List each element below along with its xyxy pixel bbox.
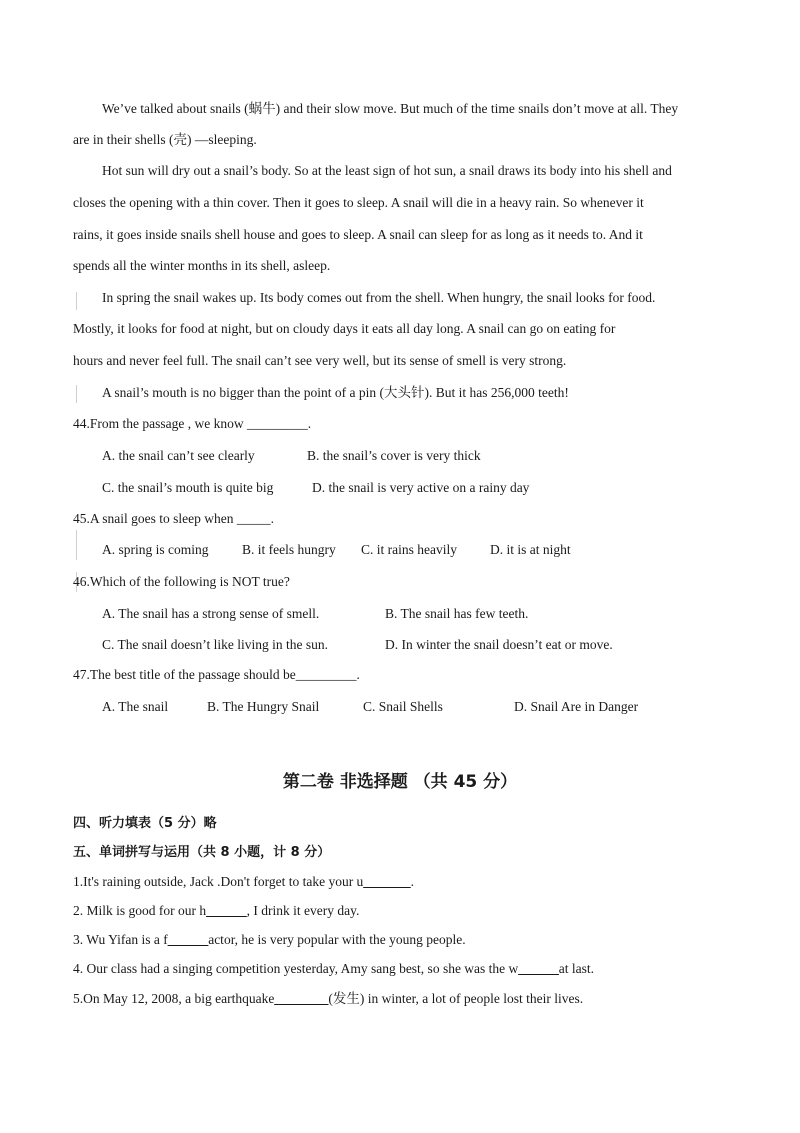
question-option: A. spring is coming bbox=[102, 542, 209, 557]
fill-item-text: . bbox=[410, 874, 414, 889]
fill-item-text: at last. bbox=[558, 961, 595, 976]
passage-line: hours and never feel full. The snail can’t see very well, but its sense of smell is very strong. bbox=[73, 353, 567, 368]
fill-item-text: actor, he is very popular with the young people. bbox=[208, 932, 466, 947]
fill-item-text: 4. Our class had a singing competition yesterday, Amy sang best, so she was the w bbox=[73, 961, 519, 976]
question-option: A. The snail bbox=[102, 699, 169, 714]
question-stem: 47.The best title of the passage should be_________. bbox=[73, 667, 360, 682]
fill-item-text: (发生) in winter, a lot of people lost their lives. bbox=[328, 991, 584, 1006]
question-option: C. it rains heavily bbox=[361, 542, 457, 557]
passage-line: In spring the snail wakes up. Its body comes out from the shell. When hungry, the snail looks for food. bbox=[102, 290, 656, 305]
fill-blank[interactable]: _______ bbox=[363, 874, 411, 889]
fill-item bbox=[73, 873, 723, 891]
question-stem: 46.Which of the following is NOT true? bbox=[73, 574, 290, 589]
question-stem: 44.From the passage , we know _________. bbox=[73, 416, 312, 431]
question-option: C. The snail doesn’t like living in the sun. bbox=[102, 637, 328, 652]
fill-item-text: 1.It's raining outside, Jack .Don't forget to take your u bbox=[73, 874, 364, 889]
fill-item bbox=[73, 931, 723, 949]
question-option: C. the snail’s mouth is quite big bbox=[102, 480, 274, 495]
fill-blank[interactable]: ________ bbox=[274, 991, 329, 1006]
fill-item-text: 2. Milk is good for our h bbox=[73, 903, 207, 918]
passage-line: rains, it goes inside snails shell house and goes to sleep. A snail can sleep for as long as it needs to. And it bbox=[73, 227, 643, 242]
section-four-heading: 四、听力填表（5 分）略 bbox=[73, 816, 217, 831]
margin-marker bbox=[76, 385, 77, 403]
question-option: B. the snail’s cover is very thick bbox=[307, 448, 481, 463]
fill-item bbox=[73, 902, 723, 920]
fill-item bbox=[73, 960, 723, 978]
margin-marker bbox=[76, 530, 77, 560]
section-five-heading: 五、单词拼写与运用（共 8 小题，计 8 分） bbox=[73, 845, 331, 860]
passage-line: are in their shells (壳) —sleeping. bbox=[73, 132, 257, 147]
fill-blank[interactable]: ______ bbox=[167, 932, 209, 947]
question-option: A. the snail can’t see clearly bbox=[102, 448, 255, 463]
passage-line: spends all the winter months in its shell, asleep. bbox=[73, 258, 331, 273]
fill-item-text: , I drink it every day. bbox=[246, 903, 360, 918]
question-option: B. The Hungry Snail bbox=[207, 699, 320, 714]
question-option: C. Snail Shells bbox=[363, 699, 443, 714]
question-option: D. In winter the snail doesn’t eat or move. bbox=[385, 637, 613, 652]
question-option: B. The snail has few teeth. bbox=[385, 606, 529, 621]
fill-item bbox=[73, 990, 723, 1008]
part-two-title: 第二卷 非选择题 （共 45 分） bbox=[282, 772, 518, 792]
fill-blank[interactable]: ______ bbox=[518, 961, 559, 976]
passage-line: We’ve talked about snails (蜗牛) and their slow move. But much of the time snails don’t move at all. They bbox=[102, 101, 679, 116]
question-stem: 45.A snail goes to sleep when _____. bbox=[73, 511, 274, 526]
question-option: D. it is at night bbox=[490, 542, 571, 557]
passage-line: closes the opening with a thin cover. Then it goes to sleep. A snail will die in a heavy rain. So whenever it bbox=[73, 195, 644, 210]
margin-marker bbox=[76, 292, 77, 310]
question-option: B. it feels hungry bbox=[242, 542, 336, 557]
question-option: D. Snail Are in Danger bbox=[514, 699, 639, 714]
fill-blank[interactable]: ______ bbox=[206, 903, 247, 918]
question-option: D. the snail is very active on a rainy day bbox=[312, 480, 530, 495]
fill-item-text: 3. Wu Yifan is a f bbox=[73, 932, 168, 947]
passage-line: A snail’s mouth is no bigger than the point of a pin (大头针). But it has 256,000 teeth! bbox=[102, 385, 569, 400]
passage-line: Hot sun will dry out a snail’s body. So at the least sign of hot sun, a snail draws its body into his shell and bbox=[102, 163, 672, 178]
fill-item-text: 5.On May 12, 2008, a big earthquake bbox=[73, 991, 275, 1006]
question-option: A. The snail has a strong sense of smell. bbox=[102, 606, 320, 621]
passage-line: Mostly, it looks for food at night, but on cloudy days it eats all day long. A snail can go on eating for bbox=[73, 321, 616, 336]
